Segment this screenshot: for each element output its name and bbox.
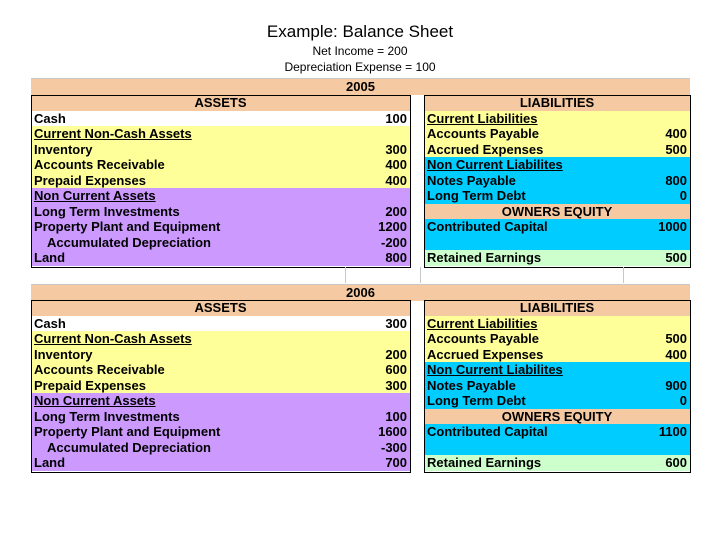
asset-label: Land — [34, 250, 66, 265]
liabilities-table-2005 — [424, 95, 690, 266]
liab-label: Accrued Expenses — [427, 346, 544, 362]
asset-section-label: Non Current Assets — [34, 188, 156, 203]
liab-label: Accounts Payable — [427, 331, 539, 346]
asset-label: Accounts Receivable — [34, 362, 165, 377]
gridline — [420, 267, 421, 283]
assets-table-2006 — [31, 300, 410, 471]
asset-value: -200 — [380, 234, 408, 250]
asset-value: 1200 — [378, 219, 408, 234]
equity-label: Contributed Capital — [427, 424, 548, 439]
asset-label: Accounts Receivable — [34, 157, 165, 172]
asset-label: Cash — [34, 110, 66, 126]
asset-value: -300 — [380, 439, 408, 455]
equity-header: OWNERS EQUITY — [424, 204, 690, 220]
asset-value: 1600 — [378, 424, 408, 439]
asset-label: Accumulated Depreciation — [47, 234, 211, 250]
equity-header: OWNERS EQUITY — [424, 409, 690, 425]
asset-value: 200 — [385, 346, 408, 362]
asset-value: 800 — [385, 250, 408, 265]
gridline — [345, 267, 346, 283]
equity-value: 1000 — [658, 219, 688, 234]
liab-label: Long Term Debt — [427, 188, 526, 203]
liab-value: 500 — [665, 331, 688, 346]
liab-label: Notes Payable — [427, 172, 516, 188]
asset-label: Property Plant and Equipment — [34, 219, 221, 234]
equity-value: 600 — [665, 455, 688, 470]
asset-label: Long Term Investments — [34, 203, 180, 219]
asset-section-label: Non Current Assets — [34, 393, 156, 408]
asset-label: Prepaid Expenses — [34, 377, 146, 393]
asset-value: 300 — [385, 377, 408, 393]
asset-value: 300 — [385, 141, 408, 157]
asset-label: Accumulated Depreciation — [47, 439, 211, 455]
liab-label: Accrued Expenses — [427, 141, 544, 157]
assets-table-2005 — [31, 95, 410, 266]
year-header-2006: 2006 — [31, 284, 690, 301]
liabilities-header: LIABILITIES — [424, 300, 690, 316]
assets-header: ASSETS — [31, 300, 410, 316]
asset-label: Long Term Investments — [34, 408, 180, 424]
asset-value: 100 — [385, 408, 408, 424]
asset-label: Cash — [34, 315, 66, 331]
asset-value: 100 — [385, 110, 408, 126]
liab-section-label: Non Current Liabilites — [427, 362, 563, 377]
equity-value: 1100 — [658, 424, 688, 439]
gridline — [623, 267, 624, 283]
liab-section-label: Current Liabilities — [427, 110, 538, 126]
asset-label: Inventory — [34, 141, 93, 157]
equity-label: Contributed Capital — [427, 219, 548, 234]
liab-section-label: Non Current Liabilites — [427, 157, 563, 172]
asset-label: Land — [34, 455, 66, 470]
assets-header: ASSETS — [31, 95, 410, 111]
equity-label: Retained Earnings — [427, 455, 542, 470]
liab-label: Long Term Debt — [427, 393, 526, 408]
asset-value: 300 — [385, 315, 408, 331]
asset-value: 400 — [385, 172, 408, 188]
asset-value: 400 — [385, 157, 408, 172]
depreciation-note: Depreciation Expense = 100 — [284, 60, 436, 74]
liab-value: 400 — [665, 346, 688, 362]
equity-value: 500 — [665, 250, 688, 265]
liab-label: Accounts Payable — [427, 126, 539, 141]
net-income-note: Net Income = 200 — [312, 44, 408, 58]
liab-value: 500 — [665, 141, 688, 157]
equity-label: Retained Earnings — [427, 250, 542, 265]
asset-label: Inventory — [34, 346, 93, 362]
liabilities-table-2006 — [424, 300, 690, 471]
year-header-2005: 2005 — [31, 78, 690, 95]
liab-section-label: Current Liabilities — [427, 315, 538, 331]
page-title: Example: Balance Sheet — [266, 22, 454, 41]
asset-label: Property Plant and Equipment — [34, 424, 221, 439]
liabilities-header: LIABILITIES — [424, 95, 690, 111]
asset-value: 700 — [385, 455, 408, 470]
liab-value: 0 — [679, 393, 688, 408]
asset-section-label: Current Non-Cash Assets — [34, 331, 192, 346]
asset-value: 600 — [385, 362, 408, 377]
asset-label: Prepaid Expenses — [34, 172, 146, 188]
liab-value: 900 — [665, 377, 688, 393]
liab-value: 800 — [665, 172, 688, 188]
liab-value: 0 — [679, 188, 688, 203]
liab-value: 400 — [665, 126, 688, 141]
asset-section-label: Current Non-Cash Assets — [34, 126, 192, 141]
liab-label: Notes Payable — [427, 377, 516, 393]
asset-value: 200 — [385, 203, 408, 219]
